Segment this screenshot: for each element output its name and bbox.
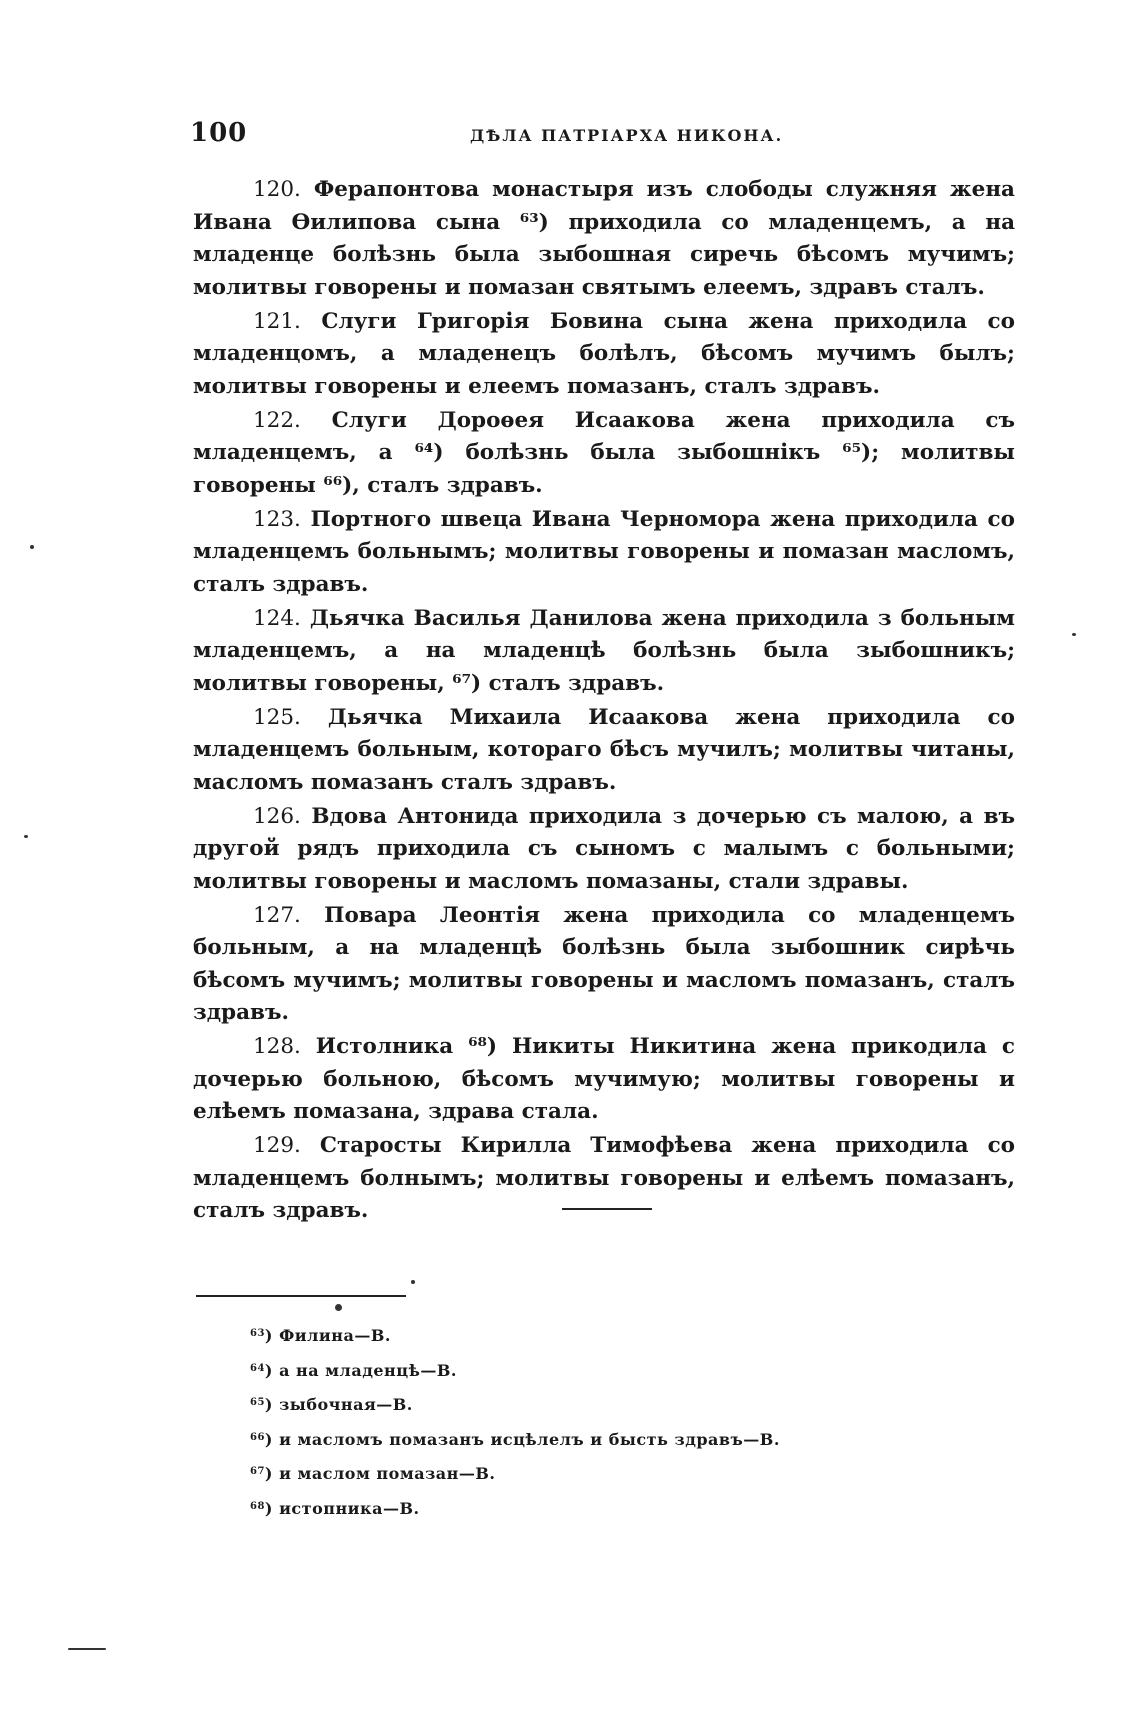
- entry-123: [193, 504, 1015, 602]
- footnote-ref: 66: [250, 1431, 265, 1443]
- page-header: [190, 118, 1020, 154]
- footnote-ref: 68: [250, 1500, 265, 1512]
- entry-124: [193, 603, 1015, 701]
- entry-text: Слуги Григорія Бовина сына жена приходила со младенцомъ, а младенецъ болѣлъ, бѣсомъ мучимъ былъ; молитвы говорены и елеемъ помазанъ, сталъ здравъ.: [193, 308, 1015, 399]
- footnote-separator-rule: [196, 1295, 406, 1297]
- footnote-66: $^{66}$) и масломъ помазанъ исцѣлелъ и бысть здравъ—В.: [250, 1429, 780, 1449]
- footnotes: [250, 1318, 900, 1525]
- scan-speck: [68, 1648, 106, 1650]
- footnote-text: Филина—В.: [279, 1326, 391, 1345]
- entry-number: 121.: [253, 308, 301, 334]
- footnote-text: а на младенцѣ—В.: [279, 1360, 457, 1380]
- entry-127: [193, 900, 1015, 1030]
- running-head: ДѢЛА ПАТРІАРХА НИКОНА.: [470, 126, 784, 145]
- footnote-65: $^{65}$) зыбочная—В.: [250, 1395, 413, 1414]
- entry-text: Ферапонтова монастыря изъ слободы служняя жена Ивана Ѳилипова сына ⁶³) приходила со младенцемъ, а на младенце болѣзнь была зыбошная сиречь бѣсомъ мучимъ; молитвы говорены и помазан святымъ елеемъ, здравъ сталъ.: [193, 177, 1015, 300]
- entry-number: 120.: [253, 177, 301, 202]
- scan-speck: [411, 1280, 415, 1284]
- scan-speck: [24, 835, 28, 838]
- entry-126: [193, 801, 1015, 899]
- footnote-text: истопника—В.: [279, 1498, 420, 1518]
- entry-number: 124.: [253, 605, 301, 631]
- footnote-ref: 67: [250, 1466, 265, 1477]
- entry-number: 125.: [253, 704, 301, 730]
- entry-text: Истолника ⁶⁸) Никиты Никитина жена прикодила с дочерью больною, бѣсомъ мучимую; молитвы говорены и елѣемъ помазана, здрава стала.: [193, 1034, 1015, 1124]
- entry-number: 129.: [253, 1133, 301, 1158]
- scan-speck: [30, 545, 34, 549]
- footnote-text: и маслом помазан—В.: [279, 1464, 496, 1483]
- entry-128: [193, 1031, 1015, 1129]
- section-end-rule: [562, 1208, 652, 1210]
- entry-text: Повара Леонтія жена приходила со младенцемъ больным, а на младенцѣ болѣзнь была зыбошник сирѣчь бѣсомъ мучимъ; молитвы говорены и масломъ помазанъ, сталъ здравъ.: [193, 902, 1015, 1025]
- entry-122: [193, 405, 1015, 503]
- footnote-64: $^{64}$) а на младенцѣ—В.: [250, 1360, 457, 1380]
- entry-number: 126.: [253, 803, 301, 829]
- entry-text: Дьячка Михаила Исаакова жена приходила со младенцемъ больным, котораго бѣсъ мучилъ; молитвы читаны, масломъ помазанъ сталъ здравъ.: [193, 704, 1015, 795]
- entry-129: [193, 1130, 1015, 1228]
- entry-text: Вдова Антонида приходила з дочерью съ малою, а въ другой рядъ приходила съ сыномъ с малымъ с больными; молитвы говорены и масломъ помазаны, стали здравы.: [193, 803, 1015, 894]
- entry-120: [193, 174, 1015, 304]
- entry-text: Старосты Кирилла Тимофѣева жена приходила со младенцемъ болнымъ; молитвы говорены и елѣемъ помазанъ, сталъ здравъ.: [193, 1133, 1015, 1223]
- page-number: 100: [190, 118, 248, 148]
- footnote-ref: 63: [250, 1328, 265, 1339]
- entry-number: 127.: [253, 902, 301, 928]
- footnote-63: $^{63}$) Филина—В.: [250, 1326, 391, 1345]
- scan-speck: [1072, 633, 1076, 636]
- footnote-text: зыбочная—В.: [279, 1395, 413, 1414]
- entry-text: Портного швеца Ивана Черномора жена приходила со младенцемъ больнымъ; молитвы говорены и помазан масломъ, сталъ здравъ.: [193, 506, 1015, 597]
- entry-125: [193, 702, 1015, 800]
- scan-speck: [335, 1304, 342, 1311]
- footnote-67: $^{67}$) и маслом помазан—В.: [250, 1464, 496, 1483]
- footnote-68: $^{68}$) истопника—В.: [250, 1498, 420, 1518]
- entry-number: 123.: [253, 506, 301, 532]
- entry-text: Слуги Дороѳея Исаакова жена приходила съ младенцемъ, а ⁶⁴) болѣзнь была зыбошнікъ ⁶⁵); молитвы говорены ⁶⁶), сталъ здравъ.: [193, 407, 1015, 498]
- entry-number: 128.: [253, 1034, 301, 1059]
- entry-121: [193, 306, 1015, 404]
- footnote-ref: 65: [250, 1397, 265, 1408]
- entry-text: Дьячка Василья Данилова жена приходила з больным младенцемъ, а на младенцѣ болѣзнь была зыбошникъ; молитвы говорены, ⁶⁷) сталъ здравъ.: [193, 605, 1015, 696]
- footnote-text: и масломъ помазанъ исцѣлелъ и бысть здравъ—В.: [279, 1429, 780, 1449]
- entry-number: 122.: [253, 407, 301, 433]
- entry-list: [193, 174, 1015, 1229]
- footnote-ref: 64: [250, 1362, 265, 1374]
